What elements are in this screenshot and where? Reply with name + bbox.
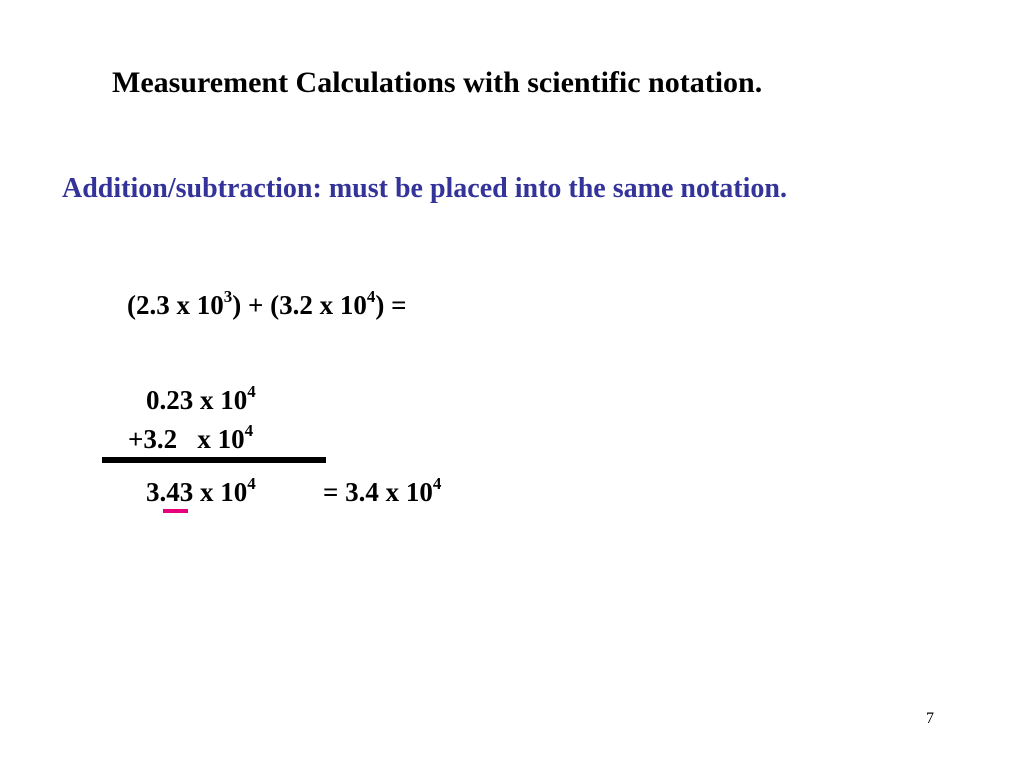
slide-subtitle: Addition/subtraction: must be placed into the same notation. [62,173,787,204]
sum-result: 3.43 x $10^4$ [146,474,256,507]
page-number: 7 [926,710,934,727]
term-b-mantissa: 3.2 [279,290,313,320]
rounded-exponent: 4 [432,474,442,493]
addend-2-exponent: 4 [244,421,254,440]
slide-title: Measurement Calculations with scientific notation. [112,66,763,99]
rounded-mantissa: 3.4 [345,477,379,507]
addend-line-1: 0.23 x $10^4$ [146,382,256,415]
addend-1-exponent: 4 [247,382,256,401]
addend-line-2: +3.2 x $10^4$ [128,421,254,454]
addend-1-mantissa: 0.23 [146,385,194,415]
sum-mantissa: 3.43 [146,477,194,507]
term-a-exponent: 3 [223,287,233,306]
problem-expression: (2.3 x $10^3) + (3.2$ x $10^4$) = [127,287,407,320]
sum-exponent: 4 [247,474,256,493]
sum-divider-line [102,457,326,463]
term-a-mantissa: 2.3 [136,290,170,320]
significant-digit-underline [163,509,188,513]
rounded-result: = 3.4 x $10^4$ [323,474,442,507]
addend-2-mantissa: +3.2 [128,424,178,454]
term-b-exponent: 4 [366,287,376,306]
